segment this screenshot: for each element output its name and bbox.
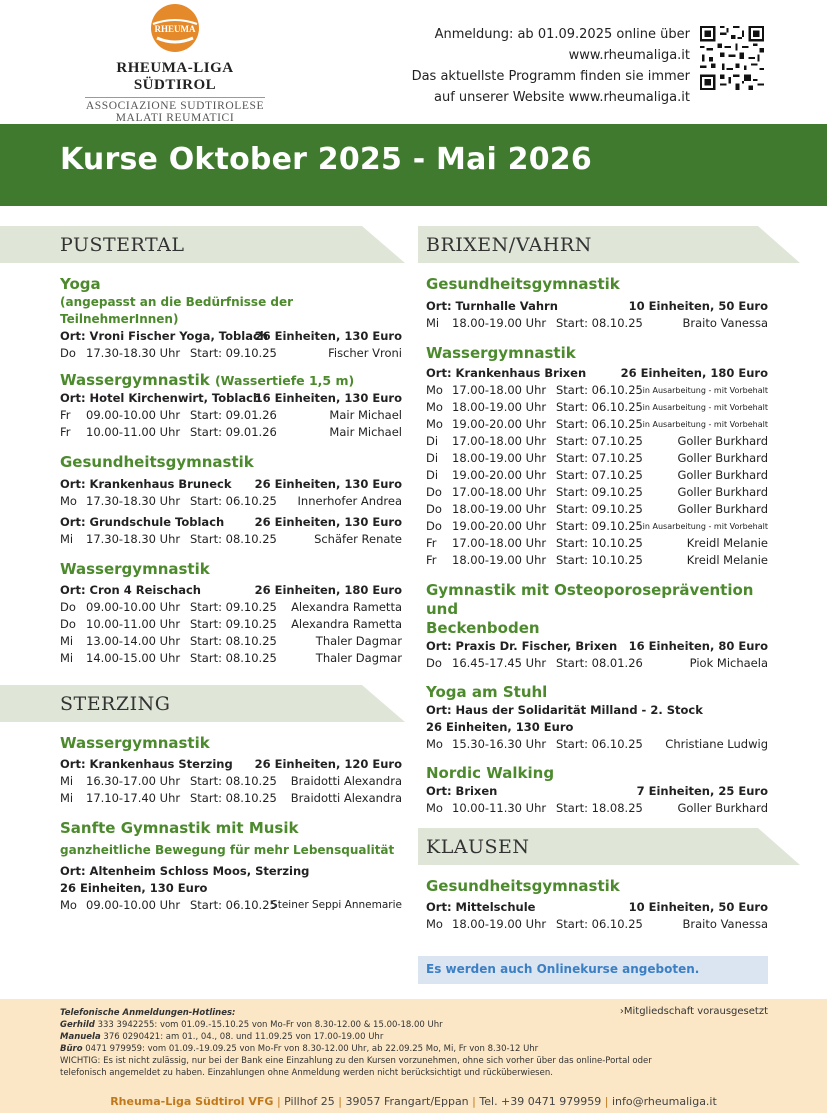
schedule-row: [60, 407, 402, 424]
title-banner: [0, 124, 827, 206]
course-title-main: Wassergymnastik: [60, 371, 210, 389]
schedule-row: [60, 773, 402, 790]
info-line-4[interactable]: auf unserer Website www.rheumaliga.it: [434, 90, 690, 105]
schedule-day: Mo: [426, 400, 443, 414]
schedule-row: [60, 424, 402, 441]
klausen-courses: [426, 877, 768, 939]
schedule-start: Start: 09.01.26: [190, 408, 277, 422]
course-location: Ort: Grundschule Toblach: [60, 515, 225, 529]
schedule-start: Start: 10.10.25: [556, 536, 643, 550]
course-title: Yoga am Stuhl: [426, 683, 548, 701]
schedule-row: [60, 897, 402, 914]
course-units: 10 Einheiten, 50 Euro: [628, 900, 768, 914]
course-units: 7 Einheiten, 25 Euro: [636, 784, 768, 798]
pustertal-courses: [60, 275, 402, 673]
schedule-start: Start: 10.10.25: [556, 553, 643, 567]
schedule-day: Mo: [426, 383, 443, 397]
course-units: 26 Einheiten, 180 Euro: [620, 366, 768, 380]
course-location-row: [426, 365, 768, 382]
hotline-text: 376 0290421: am 01., 04., 08. und 11.09.25 von 17.00-19.00 Uhr: [103, 1032, 384, 1042]
logo-name: RHEUMA-LIGA SÜDTIROL: [116, 60, 234, 93]
schedule-leader: Goller Burkhard: [677, 434, 768, 448]
course-osteoporose: [426, 581, 768, 672]
schedule-start: Start: 06.10.25: [556, 383, 643, 397]
sterzing-courses: [60, 734, 402, 920]
schedule-start: Start: 09.10.25: [190, 617, 277, 631]
schedule-time: 10.00-11.00 Uhr: [86, 617, 181, 631]
schedule-start: Start: 08.10.25: [190, 651, 277, 665]
schedule-leader: Mair Michael: [329, 408, 402, 422]
info-line-3: Das aktuellste Programm finden sie immer: [411, 69, 690, 84]
course-location: Ort: Brixen: [426, 784, 498, 798]
schedule-day: Mi: [60, 651, 74, 665]
schedule-leader: Braidotti Alexandra: [290, 791, 402, 805]
schedule-start: Start: 08.10.25: [190, 634, 277, 648]
course-subtitle: (angepasst an die Bedürfnisse der TeilnehmerInnen): [60, 295, 294, 326]
course-location: Ort: Vroni Fischer Yoga, Toblach: [60, 329, 268, 343]
schedule-row: [426, 399, 768, 416]
schedule-start: Start: 06.10.25: [556, 417, 643, 431]
hotline-text: 333 3942255: vom 01.09.-15.10.25 von Mo-Fr von 8.30-12.00 & 15.00-18.00 Uhr: [97, 1020, 443, 1030]
schedule-row: [426, 450, 768, 467]
region-title: BRIXEN/VAHRN: [426, 234, 592, 256]
course-location-row: [60, 390, 402, 407]
region-header-pustertal: [0, 226, 405, 263]
address-city: 39057 Frangart/Eppan: [345, 1095, 469, 1108]
schedule-time: 17.30-18.30 Uhr: [86, 494, 181, 508]
course-units: 26 Einheiten, 130 Euro: [426, 720, 574, 734]
course-title: Gesundheitsgymnastik: [60, 453, 254, 471]
schedule-start: Start: 09.10.25: [190, 346, 277, 360]
phone-number[interactable]: Tel. +39 0471 979959: [479, 1095, 602, 1108]
course-title: Yoga: [60, 275, 101, 293]
schedule-start: Start: 18.08.25: [556, 801, 643, 815]
schedule-time: 17.30-18.30 Uhr: [86, 346, 181, 360]
region-title: PUSTERTAL: [60, 234, 185, 256]
schedule-day: Do: [60, 346, 76, 360]
schedule-start: Start: 06.10.25: [190, 494, 277, 508]
schedule-leader: Fischer Vroni: [328, 346, 402, 360]
schedule-start: Start: 06.10.25: [556, 737, 643, 751]
schedule-day: Mi: [60, 532, 74, 546]
schedule-day: Do: [426, 656, 442, 670]
schedule-row: [426, 315, 768, 332]
schedule-time: 18.00-19.00 Uhr: [452, 553, 547, 567]
schedule-time: 17.00-18.00 Uhr: [452, 383, 547, 397]
schedule-start: Start: 09.10.25: [556, 502, 643, 516]
schedule-time: 10.00-11.30 Uhr: [452, 801, 547, 815]
course-location: Ort: Krankenhaus Bruneck: [60, 477, 232, 491]
schedule-time: 17.00-18.00 Uhr: [452, 485, 547, 499]
course-location: Ort: Mittelschule: [426, 900, 536, 914]
schedule-time: 16.30-17.00 Uhr: [86, 774, 181, 788]
schedule-leader: Thaler Dagmar: [315, 634, 402, 648]
separator: |: [276, 1095, 281, 1108]
schedule-day: Mi: [60, 791, 74, 805]
schedule-row: [60, 493, 402, 510]
region-header-sterzing: [0, 685, 405, 722]
schedule-day: Fr: [60, 425, 71, 439]
course-location: Ort: Krankenhaus Sterzing: [60, 757, 233, 771]
schedule-row: [60, 633, 402, 650]
course-location: Ort: Cron 4 Reischach: [60, 583, 201, 597]
schedule-row: [426, 736, 768, 753]
page-title: Kurse Oktober 2025 - Mai 2026: [60, 142, 592, 177]
schedule-row: [426, 655, 768, 672]
course-location: Ort: Haus der Solidarität Milland - 2. Stock: [426, 703, 703, 717]
schedule-day: Mo: [426, 801, 443, 815]
schedule-leader: Steiner Seppi Annemarie: [271, 899, 402, 911]
course-title: Gesundheitsgymnastik: [426, 275, 620, 293]
contact-line: [0, 1095, 827, 1108]
schedule-time: 09.00-10.00 Uhr: [86, 408, 181, 422]
schedule-time: 10.00-11.00 Uhr: [86, 425, 181, 439]
schedule-day: Mo: [426, 917, 443, 931]
qr-code-icon[interactable]: [700, 26, 764, 90]
schedule-day: Do: [60, 600, 76, 614]
schedule-time: 09.00-10.00 Uhr: [86, 898, 181, 912]
schedule-day: Di: [426, 451, 439, 465]
separator: |: [604, 1095, 609, 1108]
course-title: Nordic Walking: [426, 764, 555, 782]
region-header-brixen: [418, 226, 800, 263]
schedule-time: 14.00-15.00 Uhr: [86, 651, 181, 665]
schedule-leader: Braidotti Alexandra: [290, 774, 402, 788]
schedule-leader: Mair Michael: [329, 425, 402, 439]
course-units: 26 Einheiten, 120 Euro: [254, 757, 402, 771]
course-wassergymnastik-reischach: [60, 560, 402, 667]
schedule-day: Mo: [426, 417, 443, 431]
schedule-start: Start: 07.10.25: [556, 434, 643, 448]
hotlines-title: Telefonische Anmeldungen-Hotlines:: [60, 1008, 236, 1018]
schedule-time: 13.00-14.00 Uhr: [86, 634, 181, 648]
course-title: [60, 371, 402, 390]
registration-info: [412, 24, 690, 108]
schedule-leader: Christiane Ludwig: [665, 737, 768, 751]
course-yoga: [60, 275, 402, 362]
schedule-time: 16.45-17.45 Uhr: [452, 656, 547, 670]
schedule-leader: in Ausarbeitung - mit Vorbehalt: [642, 522, 768, 531]
course-sanfte-gymnastik: [60, 819, 402, 914]
schedule-leader: Kreidl Melanie: [686, 553, 768, 567]
schedule-leader: Braito Vanessa: [682, 316, 768, 330]
schedule-leader: Alexandra Rametta: [291, 617, 402, 631]
schedule-leader: Kreidl Melanie: [686, 536, 768, 550]
online-courses-text: Es werden auch Onlinekurse angeboten.: [426, 962, 700, 976]
important-note-2: telefonisch angemeldet zu haben. Einzahlungen ohne Anmeldung werden nicht berücksichtigt und rücküberwiesen.: [60, 1068, 553, 1078]
page-header: [0, 0, 827, 124]
schedule-row: [426, 552, 768, 569]
schedule-start: Start: 09.01.26: [190, 425, 277, 439]
schedule-start: Start: 06.10.25: [556, 917, 643, 931]
schedule-day: Di: [426, 468, 439, 482]
schedule-start: Start: 07.10.25: [556, 451, 643, 465]
brixen-courses: [426, 275, 768, 823]
schedule-row: [426, 467, 768, 484]
schedule-row: [426, 518, 768, 535]
schedule-day: Do: [426, 519, 442, 533]
course-units: 10 Einheiten, 50 Euro: [628, 299, 768, 313]
schedule-day: Mi: [60, 774, 74, 788]
separator: |: [338, 1095, 343, 1108]
schedule-row: [60, 790, 402, 807]
course-location-row: [60, 514, 402, 531]
important-note-1: WICHTIG: Es ist nicht zulässig, nur bei der Bank eine Einzahlung zu den Kursen vorzunehmen, ohne sich vorher über das online-Portal oder: [60, 1056, 652, 1066]
info-line-1: Anmeldung: ab 01.09.2025 online über: [434, 27, 690, 42]
course-gesundheitsgymnastik-klausen: [426, 877, 768, 933]
schedule-leader: in Ausarbeitung - mit Vorbehalt: [642, 420, 768, 429]
course-subtitle: ganzheitliche Bewegung für mehr Lebensqualität: [60, 843, 395, 857]
schedule-row: [426, 416, 768, 433]
schedule-leader: Goller Burkhard: [677, 801, 768, 815]
schedule-time: 19.00-20.00 Uhr: [452, 468, 547, 482]
hotline-line: [60, 1031, 760, 1043]
rheuma-logo-icon: [147, 2, 203, 54]
schedule-leader: Braito Vanessa: [682, 917, 768, 931]
course-location-row: [426, 638, 768, 655]
schedule-day: Fr: [60, 408, 71, 422]
schedule-time: 18.00-19.00 Uhr: [452, 400, 547, 414]
course-location-row: [426, 899, 768, 916]
schedule-time: 19.00-20.00 Uhr: [452, 519, 547, 533]
course-units: 26 Einheiten, 130 Euro: [60, 881, 208, 895]
schedule-time: 18.00-19.00 Uhr: [452, 917, 547, 931]
schedule-time: 09.00-10.00 Uhr: [86, 600, 181, 614]
course-location-row: [60, 582, 402, 599]
hotlines: [60, 1007, 760, 1079]
schedule-start: Start: 06.10.25: [190, 898, 277, 912]
course-title: Sanfte Gymnastik mit Musik: [60, 819, 299, 837]
schedule-time: 18.00-19.00 Uhr: [452, 502, 547, 516]
info-link-1[interactable]: www.rheumaliga.it: [568, 48, 690, 63]
schedule-day: Mo: [60, 898, 77, 912]
course-nordic-walking: [426, 764, 768, 817]
schedule-row: [426, 916, 768, 933]
schedule-day: Do: [426, 485, 442, 499]
schedule-leader: Innerhofer Andrea: [297, 494, 402, 508]
course-location-row: [426, 783, 768, 800]
region-title: KLAUSEN: [426, 836, 530, 858]
membership-note: ›Mitgliedschaft vorausgesetzt: [619, 1006, 768, 1017]
schedule-day: Fr: [426, 553, 437, 567]
course-title: Wassergymnastik: [60, 560, 210, 578]
schedule-row: [426, 433, 768, 450]
svg-text:RHEUMA: RHEUMA: [154, 24, 196, 34]
schedule-leader: Goller Burkhard: [677, 485, 768, 499]
course-gesundheitsgymnastik-pustertal: [60, 453, 402, 548]
course-title-line-2: Beckenboden: [426, 619, 540, 637]
logo: [80, 2, 270, 124]
address-street: Pillhof 25: [284, 1095, 335, 1108]
schedule-row: [60, 345, 402, 362]
schedule-leader: Goller Burkhard: [677, 451, 768, 465]
schedule-start: Start: 09.10.25: [556, 519, 643, 533]
schedule-leader: in Ausarbeitung - mit Vorbehalt: [642, 403, 768, 412]
hotline-name: Büro: [60, 1044, 83, 1054]
page-footer: [0, 999, 827, 1113]
schedule-time: 17.00-18.00 Uhr: [452, 536, 547, 550]
schedule-leader: Piok Michaela: [689, 656, 768, 670]
course-units: 26 Einheiten, 130 Euro: [254, 515, 402, 529]
course-location: Ort: Altenheim Schloss Moos, Sterzing: [60, 864, 310, 878]
schedule-row: [60, 616, 402, 633]
course-units: 26 Einheiten, 130 Euro: [254, 329, 402, 343]
course-location-row: [60, 863, 402, 880]
logo-sub-1: ASSOCIAZIONE SUDTIROLESE: [85, 100, 265, 112]
schedule-row: [60, 531, 402, 548]
course-location-row: [60, 756, 402, 773]
schedule-start: Start: 09.10.25: [556, 485, 643, 499]
schedule-leader: Schäfer Renate: [314, 532, 402, 546]
hotline-text: 0471 979959: vom 01.09.-19.09.25 von Mo-Fr von 8.30-12.00 Uhr, ab 22.09.25 Mo, Mi, Fr von 8.30-12 Uhr: [85, 1044, 539, 1054]
schedule-time: 15.30-16.30 Uhr: [452, 737, 547, 751]
schedule-row: [60, 650, 402, 667]
course-units: 16 Einheiten, 80 Euro: [628, 639, 768, 653]
course-location-row: [60, 328, 402, 345]
schedule-day: Mi: [426, 316, 440, 330]
course-units-row: [60, 880, 402, 897]
course-units: 26 Einheiten, 180 Euro: [254, 583, 402, 597]
schedule-time: 19.00-20.00 Uhr: [452, 417, 547, 431]
schedule-row: [426, 382, 768, 399]
course-units: 16 Einheiten, 130 Euro: [254, 391, 402, 405]
course-wassergymnastik-sterzing: [60, 734, 402, 807]
schedule-leader: Goller Burkhard: [677, 468, 768, 482]
course-title-line-1: Gymnastik mit Osteoporoseprävention und: [426, 581, 754, 618]
schedule-time: 18.00-19.00 Uhr: [452, 451, 547, 465]
region-title: STERZING: [60, 693, 171, 715]
schedule-start: Start: 08.01.26: [556, 656, 643, 670]
logo-divider: [85, 97, 265, 98]
hotline-name: Gerhild: [60, 1020, 95, 1030]
schedule-day: Do: [60, 617, 76, 631]
course-title: Wassergymnastik: [60, 734, 210, 752]
course-title: Gesundheitsgymnastik: [426, 877, 620, 895]
schedule-time: 17.30-18.30 Uhr: [86, 532, 181, 546]
schedule-leader: Alexandra Rametta: [291, 600, 402, 614]
course-location-row: [426, 298, 768, 315]
course-gesundheitsgymnastik-vahrn: [426, 275, 768, 332]
org-name: Rheuma-Liga Südtirol VFG: [110, 1095, 274, 1108]
schedule-start: Start: 07.10.25: [556, 468, 643, 482]
schedule-time: 18.00-19.00 Uhr: [452, 316, 547, 330]
schedule-row: [426, 800, 768, 817]
schedule-day: Do: [426, 502, 442, 516]
schedule-leader: Goller Burkhard: [677, 502, 768, 516]
schedule-start: Start: 08.10.25: [556, 316, 643, 330]
logo-sub-2: MALATI REUMATICI: [115, 112, 235, 124]
schedule-start: Start: 08.10.25: [190, 774, 277, 788]
schedule-row: [60, 599, 402, 616]
schedule-day: Di: [426, 434, 439, 448]
hotline-name: Manuela: [60, 1032, 101, 1042]
schedule-leader: Thaler Dagmar: [315, 651, 402, 665]
schedule-row: [426, 501, 768, 518]
schedule-row: [426, 484, 768, 501]
schedule-start: Start: 09.10.25: [190, 600, 277, 614]
course-title: Wassergymnastik: [426, 344, 576, 362]
schedule-time: 17.10-17.40 Uhr: [86, 791, 181, 805]
schedule-row: [426, 535, 768, 552]
course-title-note: (Wassertiefe 1,5 m): [214, 373, 355, 388]
schedule-start: Start: 08.10.25: [190, 532, 277, 546]
schedule-day: Mo: [60, 494, 77, 508]
schedule-start: Start: 06.10.25: [556, 400, 643, 414]
course-location: Ort: Praxis Dr. Fischer, Brixen: [426, 639, 618, 653]
course-wassergymnastik-brixen: [426, 344, 768, 569]
schedule-start: Start: 08.10.25: [190, 791, 277, 805]
course-location: Ort: Turnhalle Vahrn: [426, 299, 558, 313]
online-courses-note: [418, 956, 768, 984]
course-units: 26 Einheiten, 130 Euro: [254, 477, 402, 491]
course-location: Ort: Hotel Kirchenwirt, Toblach: [60, 391, 262, 405]
schedule-time: 17.00-18.00 Uhr: [452, 434, 547, 448]
hotline-line: [60, 1043, 760, 1055]
course-yoga-am-stuhl: [426, 683, 768, 753]
schedule-leader: in Ausarbeitung - mit Vorbehalt: [642, 386, 768, 395]
schedule-day: Mi: [60, 634, 74, 648]
course-wassergymnastik-toblach: [60, 371, 402, 441]
course-units-row: [426, 719, 768, 736]
schedule-day: Mo: [426, 737, 443, 751]
course-location: Ort: Krankenhaus Brixen: [426, 366, 587, 380]
course-location-row: [426, 702, 768, 719]
region-header-klausen: [418, 828, 800, 865]
email-link[interactable]: info@rheumaliga.it: [611, 1095, 717, 1108]
hotline-line: [60, 1019, 760, 1031]
schedule-day: Fr: [426, 536, 437, 550]
separator: |: [472, 1095, 476, 1108]
course-location-row: [60, 476, 402, 493]
